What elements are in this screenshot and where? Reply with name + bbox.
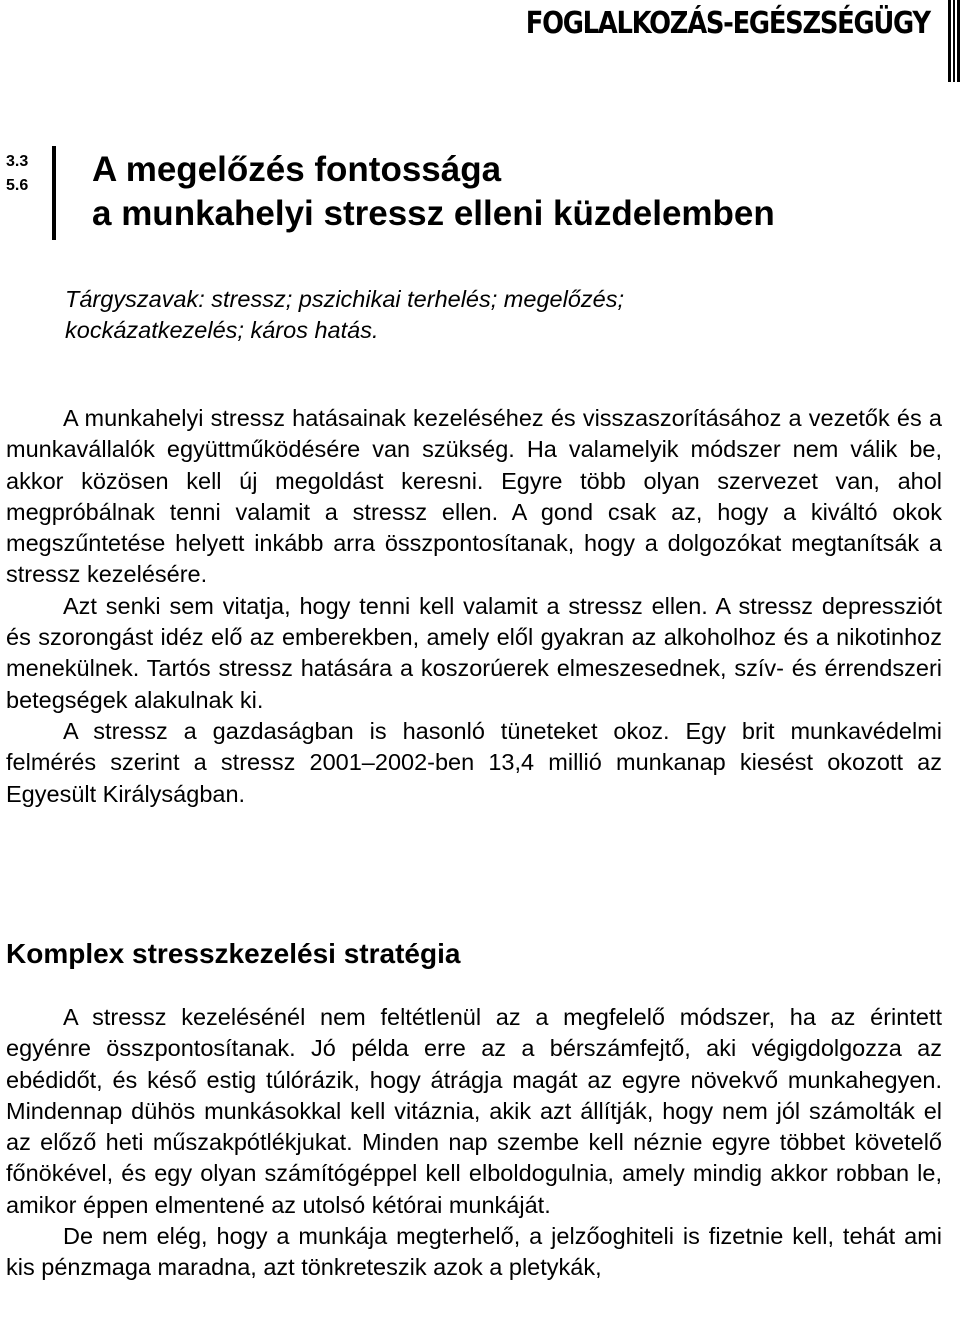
intro-paragraph-1: A munkahelyi stressz hatásainak kezeléséhez és visszaszorításához a vezetők és a munkavállalók együttműködésére van szükség. Ha valamelyik módszer nem válik be, akkor közösen kell új megoldást keresni. Egyre több olyan szervezet van, ahol megpróbálnak tenni valamit a stressz ellen. A gond csak az, hogy a kiváltó okok megszűntetése helyett inkább arra összpontosítanak, hogy a dolgozókat megtanítsák a stressz kezelésére.	[6, 405, 942, 588]
intro-paragraph-2: Azt senki sem vitatja, hogy tenni kell valamit a stressz ellen. A stressz depressziót és szorongást idéz elő az emberekben, amely elől gyakran az alkoholhoz és a nikotinhoz menekülnek. Tartós stressz hatására a koszorúerek elmeszesednek, szív- és érrendszeri betegségek alakulnak ki.	[6, 592, 942, 713]
keywords	[65, 284, 624, 346]
intro-paragraph-3: A stressz a gazdaságban is hasonló tüneteket okoz. Egy brit munkavédelmi felmérés szerint a stressz 2001–2002-ben 13,4 millió munkanap kiesést okozott az Egyesült Királyságban.	[6, 717, 942, 807]
header-rule	[948, 0, 960, 82]
keywords-line-2: kockázatkezelés; káros hatás.	[65, 317, 379, 343]
article-title-line-1: A megelőzés fontossága	[92, 150, 502, 189]
running-header: FOGLALKOZÁS-EGÉSZSÉGÜGY	[526, 6, 930, 41]
article-title-line-2: a munkahelyi stressz elleni küzdelemben	[92, 194, 775, 233]
intro-body	[6, 403, 942, 810]
section-paragraph-1: A stressz kezelésénél nem feltétlenül az a megfelelő módszer, ha az érintett egyénre összpontosítanak. Jó példa erre az a bérszámfejtő, aki végigdolgozza az ebédidőt, és késő estig túlórázik, hogy átrágja magát az egyre növekvő munkahegyen. Mindennap dühös munkásokkal kell vitáznia, akik azt állítják, hogy nem jól számolták el az előző heti műszakpótlékjukat. Minden nap szembe kell néznie egyre többet követelő főnökével, és egy olyan számítógéppel kell elboldogulnia, amely mindig akkor robban le, amikor éppen elmentené az utolsó kétórai munkáját.	[6, 1004, 942, 1218]
section-heading: Komplex stresszkezelési stratégia	[6, 938, 461, 969]
article-title	[92, 148, 775, 236]
section-body	[6, 1002, 942, 1284]
section-paragraph-2: De nem elég, hogy a munkája megterhelő, a jelzőoghiteli is fizetnie kell, tehát ami kis pénzmaga maradna, azt tönkreteszik azok a pletykák,	[6, 1223, 942, 1281]
chapter-number-line-2: 5.6	[6, 177, 29, 194]
title-rule	[52, 146, 56, 240]
keywords-line-1: Tárgyszavak: stressz; pszichikai terhelés; megelőzés;	[65, 286, 624, 312]
chapter-number-line-1: 3.3	[6, 153, 29, 170]
chapter-number	[6, 150, 28, 198]
